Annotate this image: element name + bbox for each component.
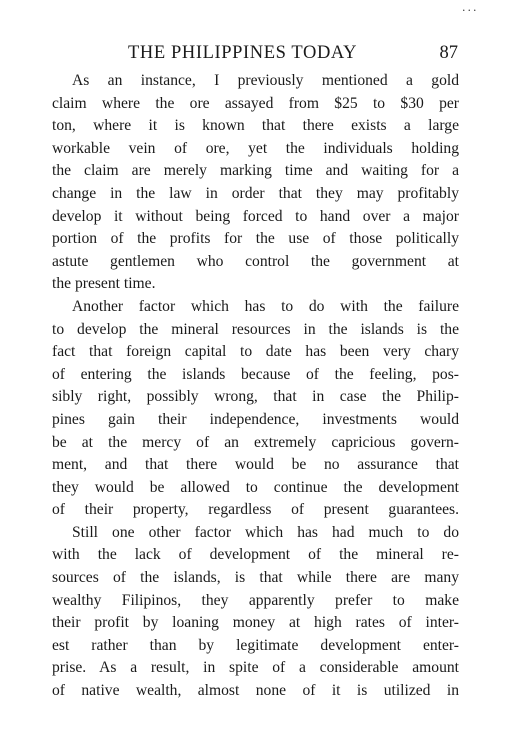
text-line: Another factor which has to do with the failure [72,297,459,315]
text-line: As an instance, I previously mentioned a gold [72,72,459,89]
text-line: Still one other factor which has had much to do [72,523,459,541]
text-line: pines gain their independence, investments would [52,410,459,428]
text-line: wealthy Filipinos, they apparently prefer to make [52,591,459,609]
text-line: prise. As a result, in spite of a considerable amount [52,659,459,677]
text-line: with the lack of development of the mineral re- [52,546,459,564]
text-line: the present time. [52,275,156,293]
text-line: of entering the islands because of the feeling, pos- [52,365,459,383]
text-line: sources of the islands, is that while there are many [52,569,459,587]
running-head [52,42,462,64]
page-body [52,70,459,703]
text-line: ton, where it is known that there exists a large [52,117,459,135]
text-line: of their property, regardless of present guarantees. [52,501,459,519]
text-line: the claim are merely marking time and waiting for a [52,162,459,180]
text-line: develop it without being forced to hand over a major [52,207,459,225]
paragraph-2 [52,296,459,522]
paragraph-1 [52,70,459,296]
text-line: sibly right, possibly wrong, that in case the Philip- [52,388,459,406]
text-line: of native wealth, almost none of it is utilized in [52,682,459,700]
text-line: to develop the mineral resources in the islands is the [52,320,459,338]
text-line: ment, and that there would be no assurance that [52,456,459,474]
text-line: workable vein of ore, yet the individuals holding [52,139,459,157]
running-title: THE PHILIPPINES TODAY [128,43,358,63]
text-line: astute gentlemen who control the government at [52,252,459,270]
text-line: portion of the profits for the use of those politically [52,230,459,248]
text-line: fact that foreign capital to date has been very chary [52,343,459,361]
page-number: 87 [439,43,458,63]
corner-mark: ... [462,1,479,14]
text-line: change in the law in order that they may profitably [52,184,459,202]
text-line: be at the mercy of an extremely capricious govern- [52,433,459,451]
text-line: est rather than by legitimate development enter- [52,636,459,654]
paragraph-3 [52,522,459,703]
text-line: their profit by loaning money at high rates of inter- [52,614,459,632]
text-line: claim where the ore assayed from $25 to $30 per [52,94,459,112]
text-line: they would be allowed to continue the development [52,478,459,496]
